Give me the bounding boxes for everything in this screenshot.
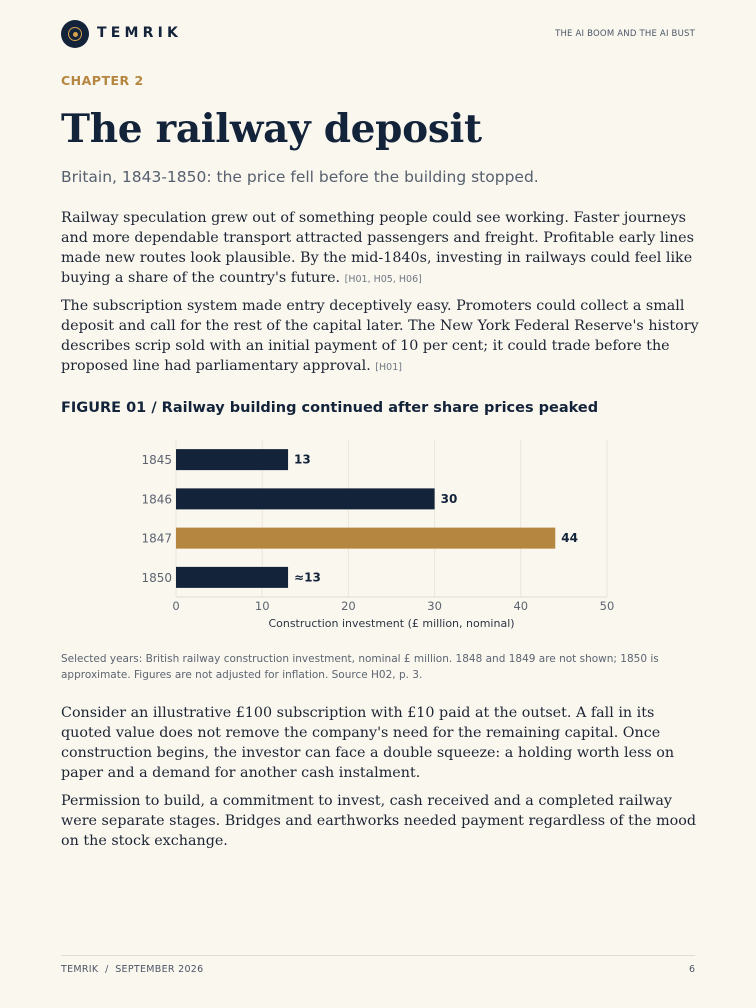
bar-1847 — [176, 528, 555, 549]
figure-title: FIGURE 01 / Railway building continued after share prices peaked — [61, 400, 599, 416]
tick-label: 10 — [254, 599, 270, 613]
tick-label: 40 — [513, 599, 529, 613]
tick-label: 30 — [427, 599, 442, 613]
paragraph-3: Consider an illustrative £100 subscription with £10 paid at the outset. A fall in its quoted value does not remove the company's need for the remaining capital. Once construction begins, the investor can face a double squeeze: a holding worth less on paper and a demand for another cash instalment. — [61, 705, 675, 781]
paragraph-text: The subscription system made entry deceptively easy. Promoters could collect a small deposit and call for the rest of the capital later. The New York Federal Reserve's history describes scrip sold with an initial payment of 10 per cent; it could trade before the proposed line had parliamentary approval. — [61, 298, 699, 374]
bar-1846 — [176, 488, 435, 509]
tick-label: 20 — [341, 599, 356, 613]
paragraph-4: Permission to build, a commitment to invest, cash received and a completed railway were separate stages. Bridges and earthworks needed payment regardless of the mood on the stock exchange. — [61, 793, 696, 849]
bar-1845 — [176, 449, 288, 470]
citation: [H01] — [375, 362, 402, 373]
footer-publication: TEMRIK / SEPTEMBER 2026 — [61, 964, 204, 975]
paragraph-text: Railway speculation grew out of something people could see working. Faster journeys and more dependable transport attracted passengers and freight. Profitable early lines made new routes look plausible. By the mid-1840s, investing in railways could feel like buying a share of the country's future. — [61, 210, 694, 286]
data-label: 13 — [294, 452, 311, 467]
figure-caption: Selected years: British railway construction investment, nominal £ million. 1848 and 1849 are not shown; 1850 is approximate. Figures are not adjusted for inflation. Source H02, p. 3. — [61, 653, 659, 681]
category-label: 1847 — [141, 531, 172, 546]
tick-label: 0 — [172, 599, 180, 613]
page-subtitle: Britain, 1843-1850: the price fell before the building stopped. — [61, 168, 539, 186]
chapter-label: CHAPTER 2 — [61, 73, 144, 88]
page-number: 6 — [688, 964, 695, 975]
data-label: ≈13 — [294, 570, 321, 585]
paragraph-1 — [61, 208, 701, 290]
footer-divider — [61, 955, 695, 956]
citation: [H01, H05, H06] — [344, 274, 422, 285]
page-title: The railway deposit — [61, 106, 482, 152]
brand-name: TEMRIK — [97, 25, 183, 41]
category-label: 1845 — [141, 453, 172, 468]
data-label: 44 — [561, 531, 578, 546]
x-axis-title: Construction investment (£ million, nominal) — [268, 617, 515, 630]
data-label: 30 — [440, 491, 458, 506]
paragraph-2 — [61, 296, 701, 378]
page-header — [61, 20, 695, 50]
tick-label: 50 — [599, 599, 615, 613]
temrik-logo-icon — [61, 20, 89, 48]
bar-1850 — [176, 567, 288, 588]
investment-bar-chart — [120, 438, 630, 638]
category-label: 1850 — [141, 570, 172, 585]
running-title: THE AI BOOM AND THE AI BUST — [555, 29, 695, 39]
category-label: 1846 — [141, 492, 172, 507]
